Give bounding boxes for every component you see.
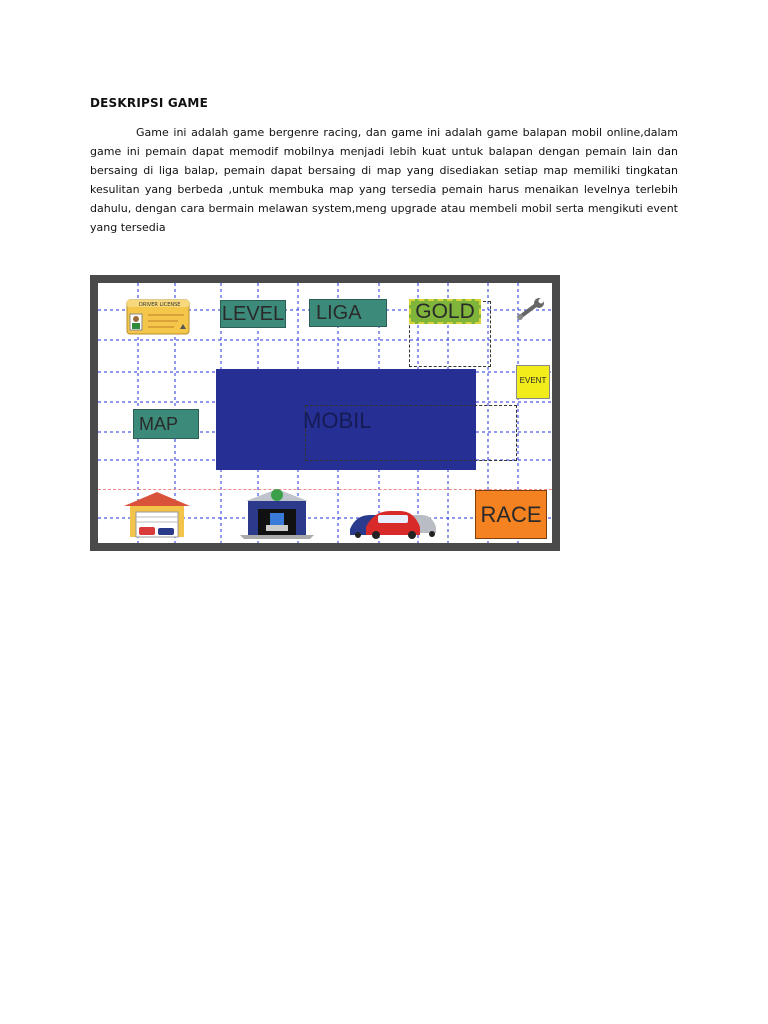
mockup-canvas [98,283,552,543]
wrench-icon[interactable] [516,297,548,321]
garage-icon[interactable] [122,490,192,538]
document-heading: DESKRIPSI GAME [90,96,208,110]
game-ui-mockup [90,275,560,551]
event-button[interactable]: EVENT [516,365,550,399]
gold-button[interactable]: GOLD [409,299,481,324]
license-text: DRIVER LICENSE [139,302,181,308]
race-button[interactable]: RACE [475,490,547,539]
level-button[interactable]: LEVEL [220,300,286,328]
liga-button[interactable]: LIGA [309,299,387,327]
license-card-icon[interactable] [126,299,190,335]
map-button[interactable]: MAP [133,409,199,439]
workshop-icon[interactable] [232,483,322,539]
mobil-label: MOBIL [303,408,372,433]
cars-icon[interactable] [348,505,440,539]
document-paragraph: Game ini adalah game bergenre racing, dan game ini adalah game balapan mobil online,dalam game ini pemain dapat memodif mobilnya menjadi lebih kuat untuk balapan dengan pemain lain dan bersaing di liga balap, pemain dapat bersaing di map yang disediakan setiap map memiliki tingkatan kesulitan yang berbeda ,untuk membuka map yang tersedia pemain harus menaikan levelnya terlebih dahulu, dengan cara bermain melawan system,meng upgrade atau membeli mobil serta mengikuti event yang tersedia [90,126,678,234]
